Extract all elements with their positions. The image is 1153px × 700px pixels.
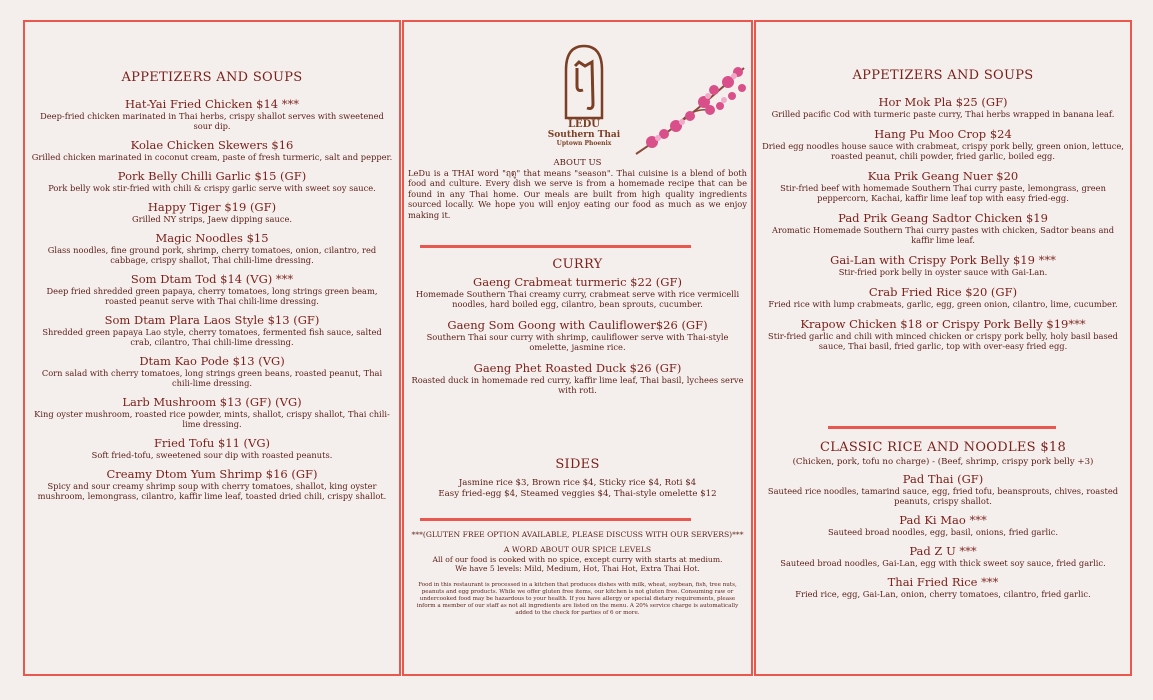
menu-item [756, 211, 1130, 245]
menu-item-description: Glass noodles, fine ground pork, shrimp, cherry tomatoes, onion, cilantro, red cabbage, crispy shallot, Thai chili-lime dressing. [47, 245, 377, 265]
spice-line-2: We have 5 levels: Mild, Medium, Hot, Thai Hot, Extra Thai Hot. [455, 564, 700, 574]
menu-item [756, 169, 1130, 203]
notes-section [404, 530, 751, 617]
spice-line-1: All of our food is cooked with no spice, except curry with starts at medium. [432, 554, 723, 564]
menu-item-name: Krapow Chicken $18 or Crispy Pork Belly $19*** [800, 317, 1086, 331]
menu-item-description: Sauteed broad noodles, Gai-Lan, egg with thick sweet soy sauce, fried garlic. [780, 558, 1106, 569]
about-section [404, 158, 751, 220]
menu-item-name: Crab Fried Rice $20 (GF) [868, 285, 1018, 299]
menu-item-name: Som Dtam Tod $14 (VG) *** [130, 272, 294, 286]
menu-item-description: King oyster mushroom, roasted rice powder, mints, shallot, crispy shallot, Thai chili-lime dressing. [34, 409, 390, 429]
menu-item-name: Thai Fried Rice *** [887, 575, 999, 590]
menu-item-name: Happy Tiger $19 (GF) [147, 200, 277, 214]
menu-item-name: Gaeng Crabmeat turmeric $22 (GF) [473, 275, 682, 289]
logo-location: Uptown Phoenix [556, 140, 612, 147]
menu-item-description: Dried egg noodles house sauce with crabmeat, crispy pork belly, green onion, lettuce, roasted peanut, chili powder, fried garlic, boiled egg. [762, 141, 1124, 161]
menu-item [25, 97, 399, 131]
logo [539, 40, 629, 152]
menu-item-description: Grilled chicken marinated in coconut cream, paste of fresh turmeric, salt and pepper. [31, 152, 393, 162]
menu-item-name: Pad Ki Mao *** [899, 513, 987, 528]
menu-item-name: Larb Mushroom $13 (GF) (VG) [122, 395, 302, 409]
menu-item [25, 395, 399, 429]
logo-tagline: Southern Thai [547, 130, 621, 140]
section-heading-sides: SIDES [555, 457, 600, 472]
menu-item-name: Pork Belly Chilli Garlic $15 (GF) [117, 169, 307, 183]
divider [420, 245, 691, 248]
menu-item-description: Sauteed broad noodles, egg, basil, onions, fried garlic. [827, 527, 1059, 538]
gluten-free-note: ***(GLUTEN FREE OPTION AVAILABLE, PLEASE DISCUSS WITH OUR SERVERS)*** [411, 530, 744, 539]
right-items-list [756, 95, 1130, 351]
menu-item-description: Deep-fried chicken marinated in Thai herbs, crispy shallot serves with sweetened sour dip. [40, 111, 384, 131]
menu-item-description: Shredded green papaya Lao style, cherry tomatoes, fermented fish sauce, salted crab, cilantro, Thai chili-lime dressing. [42, 327, 382, 347]
menu-item [25, 272, 399, 306]
menu-item [756, 513, 1130, 537]
menu-item-description: Sauteed rice noodles, tamarind sauce, egg, fried tofu, beansprouts, chives, roasted peanuts, crispy shallot. [767, 486, 1119, 507]
menu-item-description: Grilled pacific Cod with turmeric paste curry, Thai herbs wrapped in banana leaf. [771, 109, 1115, 119]
left-section [25, 70, 399, 508]
menu-item-name: Gaeng Phet Roasted Duck $26 (GF) [473, 361, 682, 375]
menu-item [756, 285, 1130, 309]
about-heading: ABOUT US [553, 158, 602, 168]
rice-noodles-section [756, 440, 1130, 606]
menu-item [25, 313, 399, 347]
logo-name: LEDU [567, 119, 601, 130]
menu-item [25, 354, 399, 388]
menu-item-description: Homemade Southern Thai creamy curry, crabmeat serve with rice vermicelli noodles, hard boiled egg, cilantro, bean sprouts, cucumber. [415, 289, 740, 309]
curry-items-list [404, 275, 751, 395]
menu-item-name: Hat-Yai Fried Chicken $14 *** [124, 97, 299, 111]
menu-item-name: Hor Mok Pla $25 (GF) [878, 95, 1008, 109]
menu-item-description: Soft fried-tofu, sweetened sour dip with roasted peanuts. [91, 450, 333, 460]
menu-item-description: Corn salad with cherry tomatoes, long strings green beans, roasted peanut, Thai chili-lime dressing. [41, 368, 383, 388]
menu-item-name: Pad Z U *** [909, 544, 977, 559]
menu-item-name: Dtam Kao Pode $13 (VG) [139, 354, 285, 368]
rice-items-list [756, 472, 1130, 599]
allergy-fine-print: Food in this restaurant is processed in a kitchen that produces dishes with milk, wheat, soybean, fish, tree nuts, peanuts and egg products. While we offer gluten free items, our kitchen is not gluten free. Consuming raw or undercooked food may be hazardous to your health. If you have allergy or special dietary requirements, please inform a member of our staff as not all ingredients are listed on the menu. A 20% service charge is automatically added to the check for parties of 6 or more. [416, 581, 739, 616]
menu-item [25, 436, 399, 460]
cherry-blossom-icon [632, 60, 752, 160]
menu-item-description: Fried rice, egg, Gai-Lan, onion, cherry tomatoes, cilantro, fried garlic. [795, 589, 1091, 600]
menu-item [756, 127, 1130, 161]
about-text: LeDu is a THAI word "ฤดู" that means "season". Thai cuisine is a blend of both food and culture. Every dish we serve is from a homemade recipe that can be found in any Thai home. Our meals are built from high quality ingredients sourced locally. We hope you will enjoy eating our food as much as we enjoy making it. [408, 168, 747, 220]
menu-item-name: Kolae Chicken Skewers $16 [130, 138, 294, 152]
section-heading-appetizers: APPETIZERS AND SOUPS [121, 70, 303, 85]
menu-item-name: Som Dtam Plara Laos Style $13 (GF) [104, 313, 320, 327]
divider [828, 426, 1056, 429]
right-section [756, 68, 1130, 359]
sides-section [404, 457, 751, 500]
rice-noodles-subtitle: (Chicken, pork, tofu no charge) - (Beef, shrimp, crispy pork belly +3) [792, 457, 1094, 467]
menu-item [756, 544, 1130, 568]
menu-item-description: Pork belly wok stir-fried with chili & crispy garlic serve with sweet soy sauce. [48, 183, 376, 193]
menu-item [25, 467, 399, 501]
menu-item [756, 575, 1130, 599]
section-heading-appetizers-right: APPETIZERS AND SOUPS [852, 68, 1034, 83]
menu-item-description: Stir-fried pork belly in oyster sauce with Gai-Lan. [838, 267, 1048, 277]
left-items-list [25, 97, 399, 501]
sides-line-2: Easy fried-egg $4, Steamed veggies $4, Thai-style omelette $12 [438, 489, 717, 499]
menu-item-description: Spicy and sour creamy shrimp soup with cherry tomatoes, shallot, king oyster mushroom, lemongrass, cilantro, kaffir lime leaf, toasted dried chili, crispy shallot. [37, 481, 387, 501]
menu-item [404, 318, 751, 352]
menu-item-name: Pad Thai (GF) [902, 472, 984, 487]
menu-item [25, 138, 399, 162]
menu-item-description: Roasted duck in homemade red curry, kaffir lime leaf, Thai basil, lychees serve with roti. [411, 375, 744, 395]
menu-item-name: Kua Prik Geang Nuer $20 [867, 169, 1019, 183]
right-menu-panel [754, 20, 1132, 676]
divider [420, 518, 691, 521]
menu-item [756, 95, 1130, 119]
menu-item-description: Grilled NY strips, Jaew dipping sauce. [131, 214, 293, 224]
spice-heading: A WORD ABOUT OUR SPICE LEVELS [503, 545, 652, 555]
menu-item [25, 231, 399, 265]
menu-item-name: Pad Prik Geang Sadtor Chicken $19 [838, 211, 1048, 225]
menu-item-description: Deep fried shredded green papaya, cherry tomatoes, long strings green beam, roasted peanut serve with Thai chili-lime dressing. [46, 286, 378, 306]
menu-item-name: Magic Noodles $15 [155, 231, 269, 245]
menu-item-description: Aromatic Homemade Southern Thai curry pastes with chicken, Sadtor beans and kaffir lime leaf. [771, 225, 1115, 245]
section-heading-curry: CURRY [552, 257, 603, 272]
menu-item [404, 361, 751, 395]
menu-item-name: Gai-Lan with Crispy Pork Belly $19 *** [830, 253, 1056, 267]
menu-item-name: Fried Tofu $11 (VG) [153, 436, 271, 450]
menu-item-description: Stir-fried garlic and chili with minced chicken or crispy pork belly, holy basil based sauce, Thai basil, fried garlic, top with over-easy fried egg. [768, 331, 1118, 351]
menu-item-name: Gaeng Som Goong with Cauliflower$26 (GF) [447, 318, 708, 332]
left-menu-panel [23, 20, 401, 676]
menu-item [25, 169, 399, 193]
menu-item-description: Fried rice with lump crabmeats, garlic, egg, green onion, cilantro, lime, cucumber. [768, 299, 1118, 309]
middle-menu-panel [402, 20, 753, 676]
section-heading-rice-noodles: CLASSIC RICE AND NOODLES $18 [819, 440, 1067, 455]
menu-item [25, 200, 399, 224]
menu-item-description: Southern Thai sour curry with shrimp, cauliflower serve with Thai-style omelette, jasmine rice. [426, 332, 729, 352]
menu-item-name: Hang Pu Moo Crop $24 [874, 127, 1012, 141]
curry-section [404, 257, 751, 404]
menu-item [756, 317, 1130, 351]
menu-item [404, 275, 751, 309]
menu-item-description: Stir-fried beef with homemade Southern Thai curry paste, lemongrass, green peppercorn, Kachai, kaffir lime leaf top with easy fried-egg. [780, 183, 1106, 203]
sides-line-1: Jasmine rice $3, Brown rice $4, Sticky rice $4, Roti $4 [458, 478, 697, 488]
menu-item [756, 253, 1130, 277]
menu-item-name: Creamy Dtom Yum Shrimp $16 (GF) [106, 467, 318, 481]
menu-item [756, 472, 1130, 506]
